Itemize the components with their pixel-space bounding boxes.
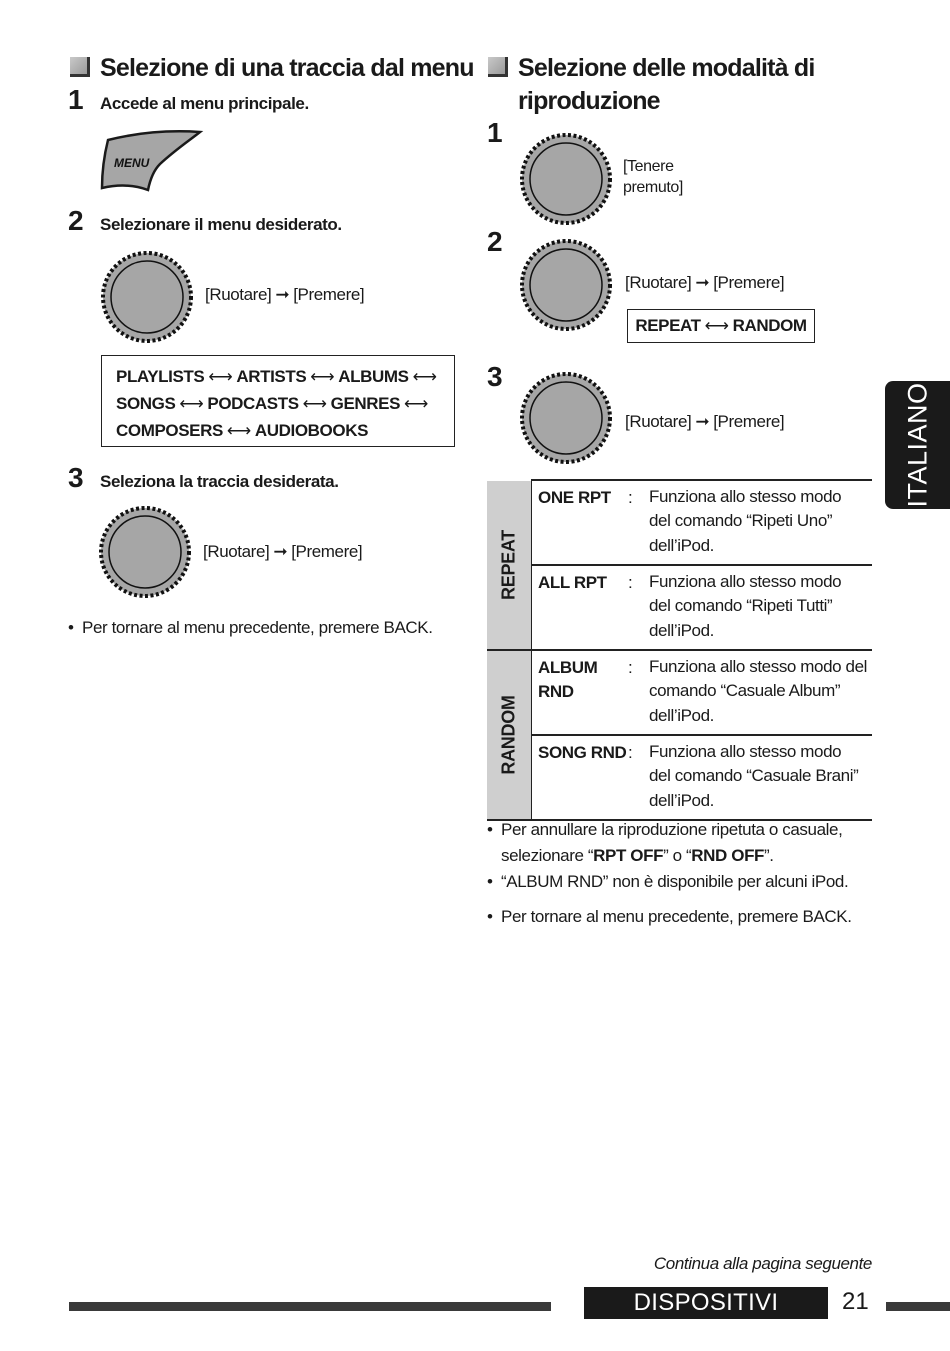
footer-rule (69, 1302, 551, 1311)
dial-action-label: [Ruotare] ➞ [Premere] (203, 542, 363, 561)
menu-button-label: MENU (114, 156, 150, 170)
menu-button[interactable] (100, 128, 204, 192)
repeat-group (487, 481, 872, 650)
menu-options-box: PLAYLISTS ⟷ ARTISTS ⟷ ALBUMS ⟷ SONGS ⟷ PODCASTS ⟷ GENRES ⟷ COMPOSERS ⟷ AUDIOBOOKS (101, 355, 455, 447)
mode-options-box: REPEAT ⟷ RANDOM (627, 309, 815, 343)
dial-action-label: [Ruotare] ➞ [Premere] (205, 285, 365, 304)
control-dial-icon[interactable] (520, 239, 612, 331)
step-text: Selezionare il menu desiderato. (100, 215, 342, 234)
repeat-group-label: REPEAT (498, 529, 519, 600)
section-marker-icon (70, 57, 90, 77)
section-title-menu: Selezione di una traccia dal menu (100, 54, 474, 82)
control-dial-icon[interactable] (99, 506, 191, 598)
note-back: • Per tornare al menu precedente, premere BACK. (487, 907, 852, 926)
footer-rule (886, 1302, 950, 1311)
step-text: Seleziona la traccia desiderata. (100, 472, 339, 491)
step-number: 1 (487, 117, 503, 148)
section-title-playback: Selezione delle modalità di riproduzione (518, 54, 815, 115)
language-tab: ITALIANO (885, 381, 950, 509)
page-number: 21 (842, 1288, 869, 1315)
dial-hold-label: [Tenere premuto] (623, 158, 683, 196)
note-back: • Per tornare al menu precedente, premere BACK. (68, 618, 433, 637)
step-number: 3 (487, 361, 503, 392)
random-group-label: RANDOM (498, 695, 519, 775)
step-text: Accede al menu principale. (100, 94, 309, 113)
step-number: 2 (68, 205, 84, 236)
continued-note: Continua alla pagina seguente (653, 1254, 872, 1273)
step-number: 2 (487, 226, 503, 257)
table-row: ALBUM RND : Funziona allo stesso modo del comando “Casuale Album” dell’iPod. (531, 651, 872, 735)
control-dial-icon[interactable] (101, 251, 193, 343)
note-cancel-mode: • Per annullare la riproduzione ripetuta o casuale, selezionare “RPT OFF” o “RND OFF”. • “ALBUM RND” non è disponibile per alcuni iPod. (487, 820, 849, 891)
step-number: 1 (68, 84, 84, 115)
table-row: ALL RPT : Funziona allo stesso modo del comando “Ripeti Tutti” dell’iPod. (531, 566, 872, 650)
table-row: SONG RND : Funziona allo stesso modo del comando “Casuale Brani” dell’iPod. (531, 736, 872, 820)
random-group (487, 651, 872, 820)
control-dial-icon[interactable] (520, 133, 612, 225)
step-number: 3 (68, 462, 84, 493)
section-marker-icon (488, 57, 508, 77)
dial-action-label: [Ruotare] ➞ [Premere] (625, 412, 785, 431)
section-label: DISPOSITIVI ESTERNI (584, 1287, 828, 1319)
control-dial-icon[interactable] (520, 372, 612, 464)
mode-table (487, 479, 872, 821)
table-row: ONE RPT : Funziona allo stesso modo del comando “Ripeti Uno” dell’iPod. (531, 481, 872, 565)
dial-action-label: [Ruotare] ➞ [Premere] (625, 273, 785, 292)
